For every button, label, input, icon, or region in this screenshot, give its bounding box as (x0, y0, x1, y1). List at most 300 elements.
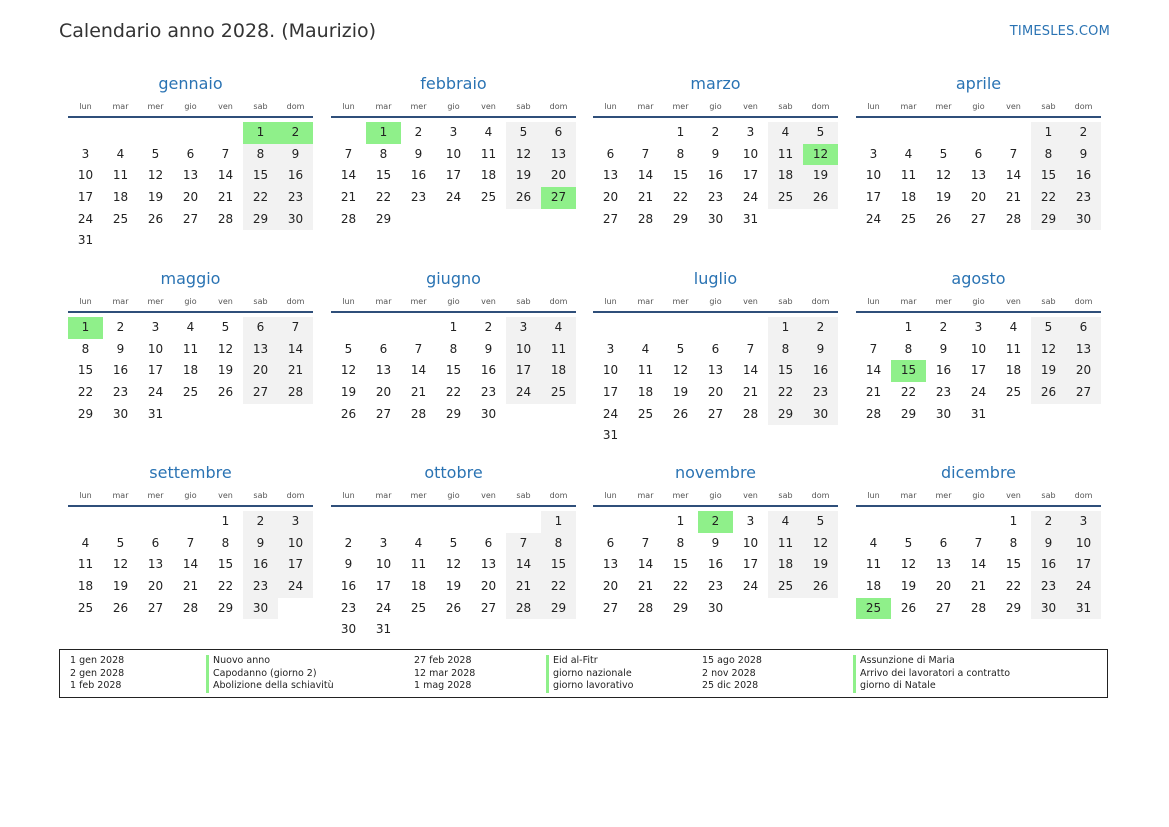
day-cell: 16 (803, 360, 838, 382)
day-cell: 28 (340, 211, 357, 226)
day-cell: 16 (707, 168, 724, 183)
day-grid (593, 317, 838, 447)
empty-cell (996, 122, 1031, 144)
weekday-label: ven (1006, 491, 1021, 500)
weekday-label: ven (218, 297, 233, 306)
day-cell: 17 (375, 579, 392, 594)
weekday-label: lun (342, 102, 355, 111)
day-cell: 19 (803, 554, 838, 576)
day-cell: 27 (935, 600, 952, 615)
weekday-label: gio (709, 102, 722, 111)
weekday-label: mer (147, 491, 164, 500)
day-grid (593, 511, 838, 619)
day-cell: 15 (672, 557, 689, 572)
weekday-label: sab (778, 491, 793, 500)
day-cell: 21 (182, 579, 199, 594)
day-cell: 21 (1005, 190, 1022, 205)
weekday-header (856, 295, 1101, 313)
day-cell: 6 (974, 146, 983, 161)
weekday-label: gio (447, 491, 460, 500)
weekday-label: mar (900, 491, 917, 500)
day-cell: 29 (375, 211, 392, 226)
day-cell: 16 (1031, 554, 1066, 576)
day-cell: 4 (186, 320, 195, 334)
empty-cell (926, 511, 961, 533)
day-cell: 7 (221, 146, 230, 161)
holiday-day-cell: 1 (68, 317, 103, 339)
day-cell: 14 (506, 554, 541, 576)
holiday-day-cell: 15 (891, 360, 926, 382)
day-cell: 19 (672, 385, 689, 400)
day-cell: 26 (340, 406, 357, 421)
day-cell: 1 (449, 320, 458, 334)
day-cell: 29 (1005, 600, 1022, 615)
weekday-label: lun (342, 297, 355, 306)
day-cell: 24 (278, 576, 313, 598)
day-cell: 10 (742, 535, 759, 550)
day-cell: 31 (602, 428, 619, 443)
day-cell: 12 (340, 363, 357, 378)
empty-cell (663, 317, 698, 339)
day-cell: 12 (900, 557, 917, 572)
empty-cell (593, 122, 628, 144)
day-cell: 20 (935, 579, 952, 594)
day-cell: 3 (449, 125, 458, 139)
empty-cell (891, 122, 926, 144)
day-cell: 24 (865, 211, 882, 226)
day-cell: 20 (480, 579, 497, 594)
day-cell: 12 (506, 144, 541, 166)
empty-cell (173, 511, 208, 533)
weekday-label: mar (375, 491, 392, 500)
weekday-label: mer (672, 491, 689, 500)
day-cell: 11 (480, 146, 497, 161)
day-cell: 30 (935, 406, 952, 421)
day-cell: 5 (1031, 317, 1066, 339)
day-cell: 28 (1005, 211, 1022, 226)
day-cell: 25 (768, 576, 803, 598)
day-cell: 12 (112, 557, 129, 572)
weekday-label: sab (253, 297, 268, 306)
day-cell: 30 (112, 406, 129, 421)
day-cell: 22 (541, 576, 576, 598)
day-cell: 23 (803, 382, 838, 404)
day-cell: 19 (340, 385, 357, 400)
weekday-label: lun (79, 102, 92, 111)
weekday-label: dom (811, 102, 830, 111)
day-grid (68, 122, 313, 252)
day-cell: 4 (904, 146, 913, 161)
day-cell: 19 (506, 165, 541, 187)
day-cell: 25 (480, 190, 497, 205)
day-cell: 4 (768, 122, 803, 144)
day-grid (331, 511, 576, 641)
day-cell: 25 (1005, 385, 1022, 400)
weekday-header (331, 489, 576, 507)
day-cell: 21 (340, 190, 357, 205)
day-cell: 25 (900, 211, 917, 226)
day-cell: 13 (541, 144, 576, 166)
day-cell: 17 (970, 363, 987, 378)
empty-cell (208, 122, 243, 144)
day-cell: 24 (445, 190, 462, 205)
legend-dates-col-3 (702, 655, 762, 693)
legend-holiday-name: Assunzione di Maria (853, 655, 1010, 668)
day-cell: 15 (375, 168, 392, 183)
day-cell: 27 (970, 211, 987, 226)
day-cell: 20 (707, 385, 724, 400)
day-cell: 13 (480, 557, 497, 572)
weekday-label: gio (972, 297, 985, 306)
weekday-label: gio (972, 491, 985, 500)
weekday-label: mar (637, 102, 654, 111)
day-cell: 28 (217, 211, 234, 226)
day-cell: 15 (243, 165, 278, 187)
day-cell: 5 (904, 535, 913, 550)
legend-dates-col-2 (414, 655, 475, 693)
day-cell: 10 (445, 146, 462, 161)
day-cell: 17 (445, 168, 462, 183)
empty-cell (331, 317, 366, 339)
day-cell: 13 (1066, 339, 1101, 361)
day-cell: 1 (768, 317, 803, 339)
legend-holiday-name: Abolizione della schiavitù (206, 680, 334, 693)
day-cell: 3 (506, 317, 541, 339)
month-novembre (593, 461, 838, 619)
day-cell: 10 (147, 341, 164, 356)
weekday-label: gio (972, 102, 985, 111)
day-cell: 15 (217, 557, 234, 572)
legend-date: 25 dic 2028 (702, 680, 759, 691)
day-cell: 13 (707, 363, 724, 378)
day-cell: 5 (449, 535, 458, 550)
weekday-label: ven (743, 297, 758, 306)
day-cell: 23 (243, 576, 278, 598)
weekday-label: lun (867, 102, 880, 111)
weekday-label: mar (112, 102, 129, 111)
day-cell: 18 (410, 579, 427, 594)
weekday-label: mer (147, 297, 164, 306)
day-cell: 24 (1066, 576, 1101, 598)
day-cell: 25 (768, 187, 803, 209)
day-cell: 8 (81, 341, 90, 356)
day-cell: 7 (1009, 146, 1018, 161)
day-cell: 11 (112, 168, 129, 183)
day-cell: 11 (541, 339, 576, 361)
site-link[interactable]: TIMESLES.COM (1009, 24, 1110, 39)
weekday-label: sab (253, 102, 268, 111)
day-cell: 27 (480, 600, 497, 615)
day-cell: 19 (900, 579, 917, 594)
day-cell: 17 (865, 190, 882, 205)
day-cell: 5 (506, 122, 541, 144)
day-grid (593, 122, 838, 230)
day-cell: 19 (147, 190, 164, 205)
weekday-header (68, 489, 313, 507)
day-cell: 11 (410, 557, 427, 572)
day-cell: 3 (1066, 511, 1101, 533)
weekday-label: dom (286, 102, 305, 111)
day-cell: 25 (541, 382, 576, 404)
empty-cell (103, 511, 138, 533)
day-cell: 5 (344, 341, 353, 356)
empty-cell (628, 511, 663, 533)
weekday-label: gio (447, 102, 460, 111)
day-cell: 18 (768, 554, 803, 576)
weekday-label: mar (637, 491, 654, 500)
day-cell: 4 (81, 535, 90, 550)
day-cell: 22 (217, 579, 234, 594)
day-cell: 10 (375, 557, 392, 572)
day-cell: 16 (707, 557, 724, 572)
weekday-label: dom (1074, 102, 1093, 111)
day-cell: 7 (746, 341, 755, 356)
legend-holiday-name: giorno nazionale (546, 668, 634, 681)
legend-holiday-name: Arrivo dei lavoratori a contratto (853, 668, 1010, 681)
day-cell: 15 (77, 363, 94, 378)
day-cell: 18 (480, 168, 497, 183)
day-cell: 6 (939, 535, 948, 550)
month-gennaio (68, 72, 313, 252)
weekday-label: ven (481, 491, 496, 500)
holiday-day-cell: 2 (278, 122, 313, 144)
day-cell: 18 (77, 579, 94, 594)
day-cell: 24 (742, 579, 759, 594)
weekday-label: lun (867, 297, 880, 306)
empty-cell (856, 317, 891, 339)
legend-date: 1 mag 2028 (414, 680, 472, 691)
weekday-label: mer (147, 102, 164, 111)
day-cell: 31 (147, 406, 164, 421)
weekday-label: mar (375, 102, 392, 111)
weekday-header (331, 100, 576, 118)
day-cell: 1 (1031, 122, 1066, 144)
month-agosto (856, 267, 1101, 425)
day-cell: 31 (742, 211, 759, 226)
day-cell: 25 (77, 600, 94, 615)
day-cell: 20 (182, 190, 199, 205)
day-cell: 15 (445, 363, 462, 378)
day-cell: 27 (182, 211, 199, 226)
day-cell: 9 (711, 535, 720, 550)
day-cell: 7 (344, 146, 353, 161)
day-cell: 10 (1066, 533, 1101, 555)
weekday-label: dom (1074, 491, 1093, 500)
day-cell: 24 (375, 600, 392, 615)
empty-cell (366, 317, 401, 339)
weekday-label: mer (935, 491, 952, 500)
day-cell: 22 (672, 190, 689, 205)
day-cell: 11 (182, 341, 199, 356)
day-cell: 10 (602, 363, 619, 378)
day-cell: 21 (506, 576, 541, 598)
day-cell: 21 (637, 190, 654, 205)
day-cell: 9 (803, 339, 838, 361)
weekday-label: dom (811, 297, 830, 306)
day-cell: 18 (1005, 363, 1022, 378)
day-cell: 12 (672, 363, 689, 378)
day-cell: 8 (768, 339, 803, 361)
day-cell: 4 (541, 317, 576, 339)
weekday-label: mer (410, 297, 427, 306)
weekday-header (856, 489, 1101, 507)
empty-cell (436, 511, 471, 533)
day-cell: 7 (869, 341, 878, 356)
day-cell: 3 (746, 125, 755, 139)
month-name: giugno (426, 269, 481, 288)
weekday-header (593, 295, 838, 313)
weekday-label: mar (375, 297, 392, 306)
weekday-label: lun (604, 102, 617, 111)
day-cell: 4 (641, 341, 650, 356)
day-cell: 6 (379, 341, 388, 356)
day-cell: 8 (904, 341, 913, 356)
day-cell: 27 (147, 600, 164, 615)
day-cell: 30 (480, 406, 497, 421)
legend-date: 27 feb 2028 (414, 655, 472, 666)
day-cell: 10 (865, 168, 882, 183)
day-cell: 20 (541, 165, 576, 187)
day-cell: 7 (641, 146, 650, 161)
weekday-label: mar (900, 297, 917, 306)
month-giugno (331, 267, 576, 425)
month-maggio (68, 267, 313, 425)
day-grid (68, 317, 313, 425)
day-cell: 14 (742, 363, 759, 378)
day-cell: 14 (637, 168, 654, 183)
day-cell: 24 (77, 211, 94, 226)
day-cell: 8 (449, 341, 458, 356)
weekday-label: dom (286, 491, 305, 500)
day-cell: 3 (81, 146, 90, 161)
weekday-label: sab (1041, 297, 1056, 306)
month-name: maggio (160, 269, 221, 288)
weekday-label: mer (935, 102, 952, 111)
weekday-label: mer (935, 297, 952, 306)
empty-cell (401, 317, 436, 339)
day-cell: 22 (672, 579, 689, 594)
day-cell: 5 (151, 146, 160, 161)
day-cell: 16 (935, 363, 952, 378)
month-name: novembre (674, 463, 757, 482)
legend-names-col-3 (853, 655, 1010, 693)
month-name: settembre (149, 463, 232, 482)
day-cell: 23 (340, 600, 357, 615)
day-cell: 26 (506, 187, 541, 209)
day-cell: 6 (606, 146, 615, 161)
day-cell: 8 (541, 533, 576, 555)
day-cell: 17 (742, 557, 759, 572)
day-cell: 17 (77, 190, 94, 205)
legend-holiday-name: Capodanno (giorno 2) (206, 668, 334, 681)
day-cell: 16 (112, 363, 129, 378)
day-cell: 22 (1031, 187, 1066, 209)
weekday-label: dom (549, 297, 568, 306)
day-cell: 22 (1005, 579, 1022, 594)
day-cell: 21 (637, 579, 654, 594)
empty-cell (698, 317, 733, 339)
empty-cell (68, 511, 103, 533)
day-cell: 5 (221, 320, 230, 334)
day-cell: 9 (344, 557, 353, 572)
weekday-label: ven (1006, 297, 1021, 306)
weekday-label: sab (253, 491, 268, 500)
empty-cell (331, 122, 366, 144)
day-cell: 5 (803, 511, 838, 533)
day-cell: 10 (77, 168, 94, 183)
day-cell: 13 (602, 557, 619, 572)
weekday-label: sab (516, 102, 531, 111)
weekday-header (68, 100, 313, 118)
weekday-label: gio (184, 491, 197, 500)
day-cell: 28 (865, 406, 882, 421)
holiday-day-cell: 1 (366, 122, 401, 144)
day-cell: 30 (707, 211, 724, 226)
day-cell: 30 (340, 622, 357, 637)
day-cell: 17 (1066, 554, 1101, 576)
day-cell: 26 (803, 187, 838, 209)
holiday-day-cell: 27 (541, 187, 576, 209)
weekday-label: gio (184, 102, 197, 111)
day-cell: 25 (637, 406, 654, 421)
day-cell: 12 (935, 168, 952, 183)
day-cell: 28 (278, 382, 313, 404)
day-cell: 18 (768, 165, 803, 187)
day-cell: 9 (1031, 533, 1066, 555)
day-cell: 13 (935, 557, 952, 572)
day-cell: 19 (935, 190, 952, 205)
day-cell: 10 (278, 533, 313, 555)
day-cell: 20 (243, 360, 278, 382)
day-cell: 2 (1066, 122, 1101, 144)
day-cell: 12 (147, 168, 164, 183)
day-cell: 14 (182, 557, 199, 572)
empty-cell (961, 122, 996, 144)
day-cell: 29 (445, 406, 462, 421)
day-cell: 29 (77, 406, 94, 421)
day-cell: 3 (151, 320, 160, 334)
day-cell: 7 (186, 535, 195, 550)
empty-cell (401, 511, 436, 533)
weekday-label: ven (743, 491, 758, 500)
day-cell: 15 (768, 360, 803, 382)
day-cell: 11 (768, 144, 803, 166)
day-cell: 7 (414, 341, 423, 356)
empty-cell (366, 511, 401, 533)
day-cell: 6 (711, 341, 720, 356)
day-cell: 8 (221, 535, 230, 550)
weekday-label: sab (516, 297, 531, 306)
day-cell: 5 (803, 122, 838, 144)
weekday-label: lun (79, 297, 92, 306)
day-cell: 1 (541, 511, 576, 533)
day-cell: 8 (676, 146, 685, 161)
day-cell: 3 (606, 341, 615, 356)
day-grid (68, 511, 313, 619)
day-cell: 18 (182, 363, 199, 378)
day-cell: 4 (869, 535, 878, 550)
legend-date: 2 gen 2028 (70, 667, 125, 679)
day-cell: 26 (803, 576, 838, 598)
weekday-label: mer (672, 102, 689, 111)
empty-cell (68, 122, 103, 144)
day-cell: 5 (676, 341, 685, 356)
holiday-day-cell: 25 (856, 598, 891, 620)
day-cell: 28 (637, 600, 654, 615)
day-cell: 28 (970, 600, 987, 615)
day-cell: 14 (637, 557, 654, 572)
day-cell: 31 (1066, 598, 1101, 620)
